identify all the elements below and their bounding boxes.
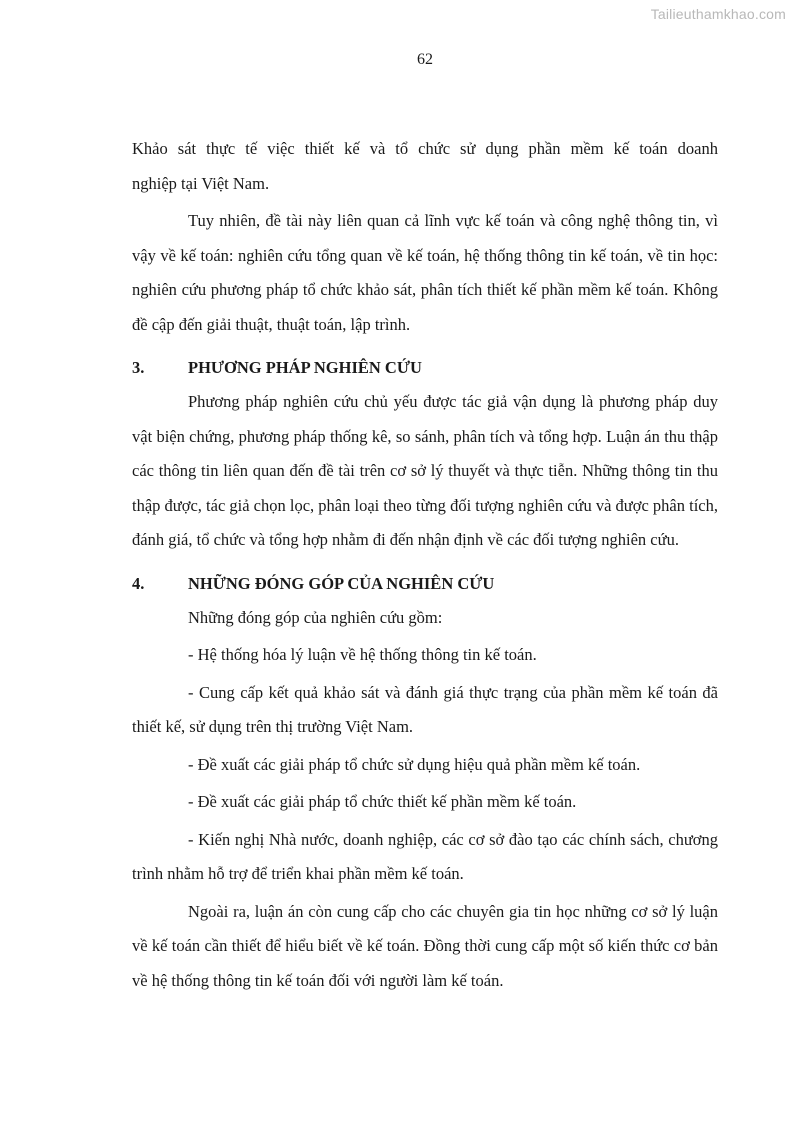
section-4-number: 4. xyxy=(132,573,145,593)
paragraph-1-line-1: Khảo sát thực tế việc thiết kế và tổ chức sử dụng phần mềm kế toán doanh xyxy=(132,139,718,158)
contribution-item-5: - Kiến nghị Nhà nước, doanh nghiệp, các cơ sở đào tạo các chính sách, chương trình nhằm hỗ trợ để triển khai phần mềm kế toán. xyxy=(132,829,718,883)
contribution-item-2: - Cung cấp kết quả khảo sát và đánh giá thực trạng của phần mềm kế toán đã thiết kế, sử dụng trên thị trường Việt Nam. xyxy=(132,682,718,736)
page-body xyxy=(132,132,718,998)
contribution-item-4: - Đề xuất các giải pháp tổ chức thiết kế phần mềm kế toán. xyxy=(188,792,577,811)
contribution-item-1: - Hệ thống hóa lý luận về hệ thống thông tin kế toán. xyxy=(188,645,537,664)
watermark: Tailieuthamkhao.com xyxy=(650,6,786,22)
paragraph-scope: Tuy nhiên, đề tài này liên quan cả lĩnh vực kế toán và công nghệ thông tin, vì vậy về kế toán: nghiên cứu tổng quan về kế toán, hệ thống thông tin kế toán, về tin học: nghiên cứu phương pháp tổ chức khảo sát, phân tích thiết kế phần mềm kế toán. Không đề cập đến giải thuật, thuật toán, lập trình. xyxy=(132,211,718,334)
section-3-title: PHƯƠNG PHÁP NGHIÊN CỨU xyxy=(188,358,422,377)
contribution-item-3: - Đề xuất các giải pháp tổ chức sử dụng hiệu quả phần mềm kế toán. xyxy=(188,754,641,774)
paragraph-methodology: Phương pháp nghiên cứu chủ yếu được tác giả vận dụng là phương pháp duy vật biện chứng, phương pháp thống kê, so sánh, phân tích và tổng hợp. Luận án thu thập các thông tin liên quan đến đề tài trên cơ sở lý thuyết và thực tiễn. Những thông tin thu thập được, tác giả chọn lọc, phân loại theo từng đối tượng nghiên cứu và được phân tích, đánh giá, tổ chức và tổng hợp nhằm đi đến nhận định về các đối tượng nghiên cứu. xyxy=(132,392,718,549)
section-3-heading xyxy=(132,351,718,385)
paragraph-contributions-intro: Những đóng góp của nghiên cứu gồm: xyxy=(188,607,443,627)
section-4-heading xyxy=(132,567,718,601)
section-3-number: 3. xyxy=(132,358,145,377)
paragraph-1-line-2: nghiệp tại Việt Nam. xyxy=(132,173,270,193)
section-4-title: NHỮNG ĐÓNG GÓP CỦA NGHIÊN CỨU xyxy=(188,573,495,593)
paragraph-conclusion: Ngoài ra, luận án còn cung cấp cho các chuyên gia tin học những cơ sở lý luận về kế toán cần thiết để hiểu biết về kế toán. Đồng thời cung cấp một số kiến thức cơ bản về hệ thống thông tin kế toán đối với người làm kế toán. xyxy=(132,901,718,990)
page-number: 62 xyxy=(417,51,433,68)
